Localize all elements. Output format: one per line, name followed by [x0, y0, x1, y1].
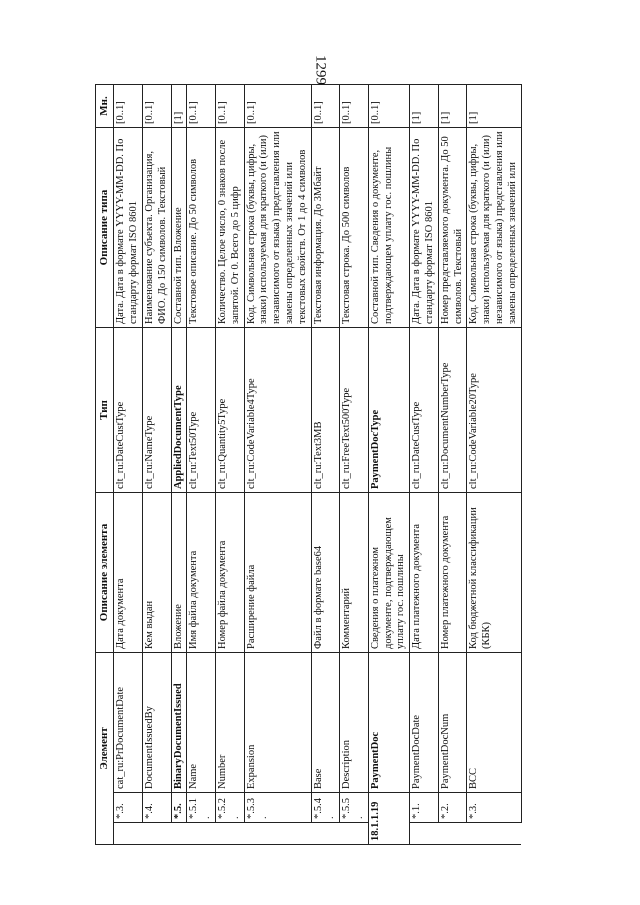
indent-cell — [340, 823, 369, 845]
indent-cell — [143, 823, 172, 845]
row-type-description: Номер представляемого документа. До 50 символов. Текстовый — [438, 128, 467, 328]
row-number: *.3. — [114, 793, 143, 823]
table-row — [410, 85, 439, 845]
row-type: clt_ru:DocumentNumberType — [438, 328, 467, 493]
indent-cell — [467, 823, 521, 845]
row-description: Расширение файла — [244, 493, 311, 653]
row-type-description: Наименование субъекта. Организация, ФИО. До 150 символов. Текстовый — [143, 128, 172, 328]
row-multiplicity: [0..1] — [244, 85, 311, 128]
table-row — [368, 85, 409, 845]
header-type: Тип — [96, 328, 114, 493]
row-type-description: Составной тип. Сведения о документе, подтверждающем уплату гос. пошлины — [368, 128, 409, 328]
row-number: 18.1.1.19 — [368, 793, 409, 845]
row-number: *.5.3. — [244, 793, 311, 823]
row-description: Номер файла документа — [215, 493, 244, 653]
row-type: PaymentDocType — [368, 328, 409, 493]
row-type: clt_ru:CodeVariable20Type — [467, 328, 521, 493]
row-description: Код бюджетной классификации (КБК) — [467, 493, 521, 653]
indent-cell — [311, 823, 340, 845]
row-type: clt_ru:NameType — [143, 328, 172, 493]
row-number: *.1. — [410, 793, 439, 823]
row-element: Description — [340, 653, 369, 793]
table-row — [467, 85, 521, 845]
row-element: BCC — [467, 653, 521, 793]
row-multiplicity: [0..1] — [215, 85, 244, 128]
rotated-table-container — [95, 85, 600, 845]
row-multiplicity: [0..1] — [311, 85, 340, 128]
row-description: Дата документа — [114, 493, 143, 653]
row-type-description: Текстовая строка. До 500 символов — [340, 128, 369, 328]
table-row — [311, 85, 340, 845]
header-multiplicity: Мн. — [96, 85, 114, 128]
row-type: clt_ru:CodeVariable4Type — [244, 328, 311, 493]
header-element: Элемент — [96, 653, 114, 845]
row-description: Дата платежного документа — [410, 493, 439, 653]
row-element: PaymentDoc — [368, 653, 409, 793]
row-number: *.5.5. — [340, 793, 369, 823]
row-type-description: Текстовое описание. До 50 символов — [187, 128, 216, 328]
table-row — [438, 85, 467, 845]
row-type-description: Код. Символьная строка (буквы, цифры, знаки) используемая для краткого (и (или) независимого от языка) представления или замены определенных значений или текстовых свойств. От 1 до 4 символов — [244, 128, 311, 328]
row-description: Номер платежного документа — [438, 493, 467, 653]
row-number: *.2. — [438, 793, 467, 823]
row-number: *.5. — [171, 793, 187, 823]
row-multiplicity: [0..1] — [114, 85, 143, 128]
row-element: Expansion — [244, 653, 311, 793]
row-type-description: Составной тип. Вложение — [171, 128, 187, 328]
row-type-description: Количество. Целое число, 0 знаков после запятой. От 0. Всего до 5 цифр — [215, 128, 244, 328]
row-element: PaymentDocNum — [438, 653, 467, 793]
table-row — [340, 85, 369, 845]
row-number: *.3. — [467, 793, 521, 823]
row-number: *.5.4. — [311, 793, 340, 823]
indent-cell — [244, 823, 311, 845]
indent-cell — [187, 823, 216, 845]
row-element: BinaryDocumentIssued — [171, 653, 187, 793]
row-description: Файл в формате base64 — [311, 493, 340, 653]
row-number: *.5.1. — [187, 793, 216, 823]
row-multiplicity: [1] — [467, 85, 521, 128]
indent-cell — [114, 823, 143, 845]
row-multiplicity: [1] — [171, 85, 187, 128]
table-row — [143, 85, 172, 845]
row-type-description: Дата. Дата в формате YYYY-MM-DD. По стандарту формат ISO 8601 — [114, 128, 143, 328]
table-row — [171, 85, 187, 845]
row-element: Number — [215, 653, 244, 793]
row-multiplicity: [1] — [410, 85, 439, 128]
specification-table — [95, 84, 522, 845]
row-number: *.5.2. — [215, 793, 244, 823]
row-type-description: Код. Символьная строка (буквы, цифры, знаки) используемая для краткого (и (или) независимого от языка) представления или замены определенных значений или — [467, 128, 521, 328]
row-multiplicity: [0..1] — [187, 85, 216, 128]
row-description: Вложение — [171, 493, 187, 653]
table-row — [114, 85, 143, 845]
row-type: clt_ru:Quantity5Type — [215, 328, 244, 493]
row-type: clt_ru:Text50Type — [187, 328, 216, 493]
indent-cell — [438, 823, 467, 845]
row-element: Base — [311, 653, 340, 793]
row-description: Имя файла документа — [187, 493, 216, 653]
row-number: *.4. — [143, 793, 172, 823]
row-element: Name — [187, 653, 216, 793]
row-description: Кем выдан — [143, 493, 172, 653]
row-multiplicity: [0..1] — [143, 85, 172, 128]
indent-cell — [171, 823, 187, 845]
row-type: clt_ru:DateCustType — [114, 328, 143, 493]
row-type-description: Дата. Дата в формате YYYY-MM-DD. По стандарту формат ISO 8601 — [410, 128, 439, 328]
table-header-row — [96, 85, 114, 845]
row-type: clt_ru:Text3MB — [311, 328, 340, 493]
row-multiplicity: [0..1] — [368, 85, 409, 128]
row-element: PaymentDocDate — [410, 653, 439, 793]
header-type-description: Описание типа — [96, 128, 114, 328]
header-description: Описание элемента — [96, 493, 114, 653]
table-row — [244, 85, 311, 845]
table-row — [215, 85, 244, 845]
row-multiplicity: [0..1] — [340, 85, 369, 128]
table-row — [187, 85, 216, 845]
indent-cell — [410, 823, 439, 845]
row-description: Комментарий — [340, 493, 369, 653]
page-number: 1299 — [312, 55, 329, 85]
row-type-description: Текстовая информация. До 3Мбайт — [311, 128, 340, 328]
row-description: Сведения о платежном документе, подтверждающем уплату гос. пошлины — [368, 493, 409, 653]
row-multiplicity: [1] — [438, 85, 467, 128]
row-element: cat_ru:PrDocumentDate — [114, 653, 143, 793]
row-type: clt_ru:FreeText500Type — [340, 328, 369, 493]
row-type: clt_ru:DateCustType — [410, 328, 439, 493]
row-type: AppliedDocumentType — [171, 328, 187, 493]
row-element: DocumentIssuedBy — [143, 653, 172, 793]
indent-cell — [215, 823, 244, 845]
